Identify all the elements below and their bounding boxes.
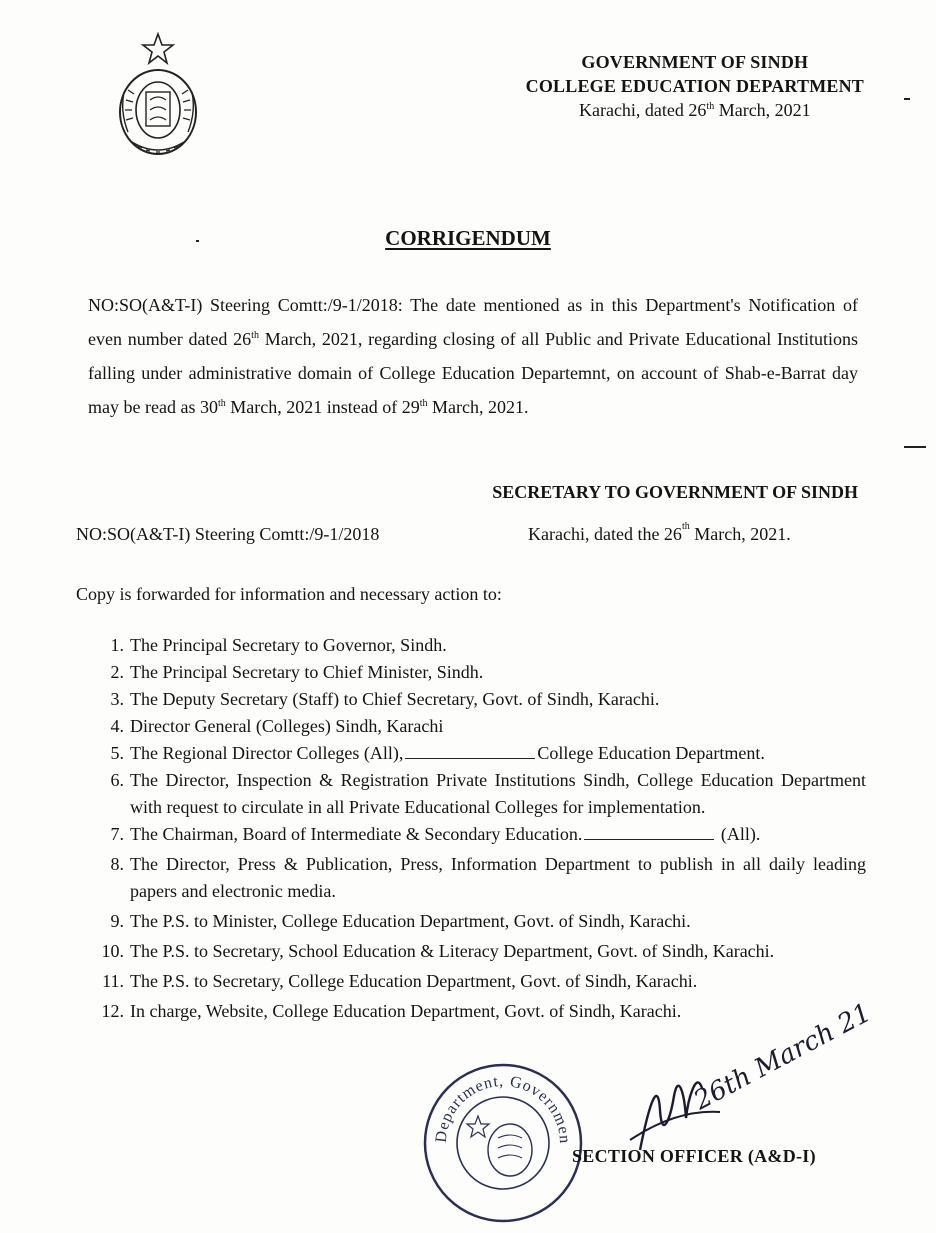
reference-date: Karachi, dated the 26th March, 2021. [528,521,791,544]
corrigendum-paragraph: NO:SO(A&T-I) Steering Comtt:/9-1/2018: The date mentioned as in this Department's Notification of even number dated 26th March, 2021, regarding closing of all Public and Private Educational Institutions falling under administrative domain of College Education Departemnt, on account of Shab-e-Barrat day may be read as 30th March, 2021 instead of 29th March, 2021. [88,295,858,417]
department-name: COLLEGE EDUCATION DEPARTMENT [525,76,864,96]
svg-text:Department, Government of Sind: Department, Governmen [432,1072,574,1145]
svg-text:26th March 21: 26th March 21 [689,997,877,1117]
list-item: 1. The Principal Secretary to Governor, Sindh. [110,635,447,655]
list-item: 6. The Director, Inspection & Registration Private Institutions Sindh, College Education Department with request to circulate in all Private Educational Colleges for implementation. [110,770,866,817]
document-title: CORRIGENDUM [385,226,551,250]
distribution-list [88,632,866,1025]
government-name: GOVERNMENT OF SINDH [581,52,809,72]
list-item: 2. The Principal Secretary to Chief Minister, Sindh. [110,662,484,682]
list-item: 4. Director General (Colleges) Sindh, Karachi [110,716,444,736]
scan-mark [904,446,926,448]
letterhead [526,50,864,122]
secretary-designation: SECRETARY TO GOVERNMENT OF SINDH [492,482,858,502]
blank-line [584,823,714,840]
list-item: 11. The P.S. to Secretary, College Education Department, Govt. of Sindh, Karachi. [102,971,698,991]
sindh-government-emblem-icon [112,30,204,162]
scan-mark [904,98,910,100]
list-item: 9. The P.S. to Minister, College Education Department, Govt. of Sindh, Karachi. [110,911,691,931]
list-item: 7. The Chairman, Board of Intermediate & Secondary Education. (All). [110,824,761,844]
reference-line [76,521,836,545]
handwritten-signature-icon [600,997,877,1164]
list-item: 5. The Regional Director Colleges (All), College Education Department. [110,743,765,763]
list-item: 8. The Director, Press & Publication, Press, Information Department to publish in all daily leading papers and electronic media. [110,854,866,901]
list-item: 10. The P.S. to Secretary, School Education & Literacy Department, Govt. of Sindh, Karachi. [101,941,775,961]
blank-line [405,742,535,759]
list-item: 3. The Deputy Secretary (Staff) to Chief Secretary, Govt. of Sindh, Karachi. [110,689,660,709]
copy-forwarded-line: Copy is forwarded for information and necessary action to: [76,584,502,604]
header-date: Karachi, dated 26th March, 2021 [578,100,811,120]
reference-number: NO:SO(A&T-I) Steering Comtt:/9-1/2018 [76,524,380,544]
signatory-designation: SECTION OFFICER (A&D-I) [572,1146,816,1166]
department-stamp-icon [418,1058,588,1170]
list-item: 12. In charge, Website, College Education Department, Govt. of Sindh, Karachi. [101,1001,682,1021]
